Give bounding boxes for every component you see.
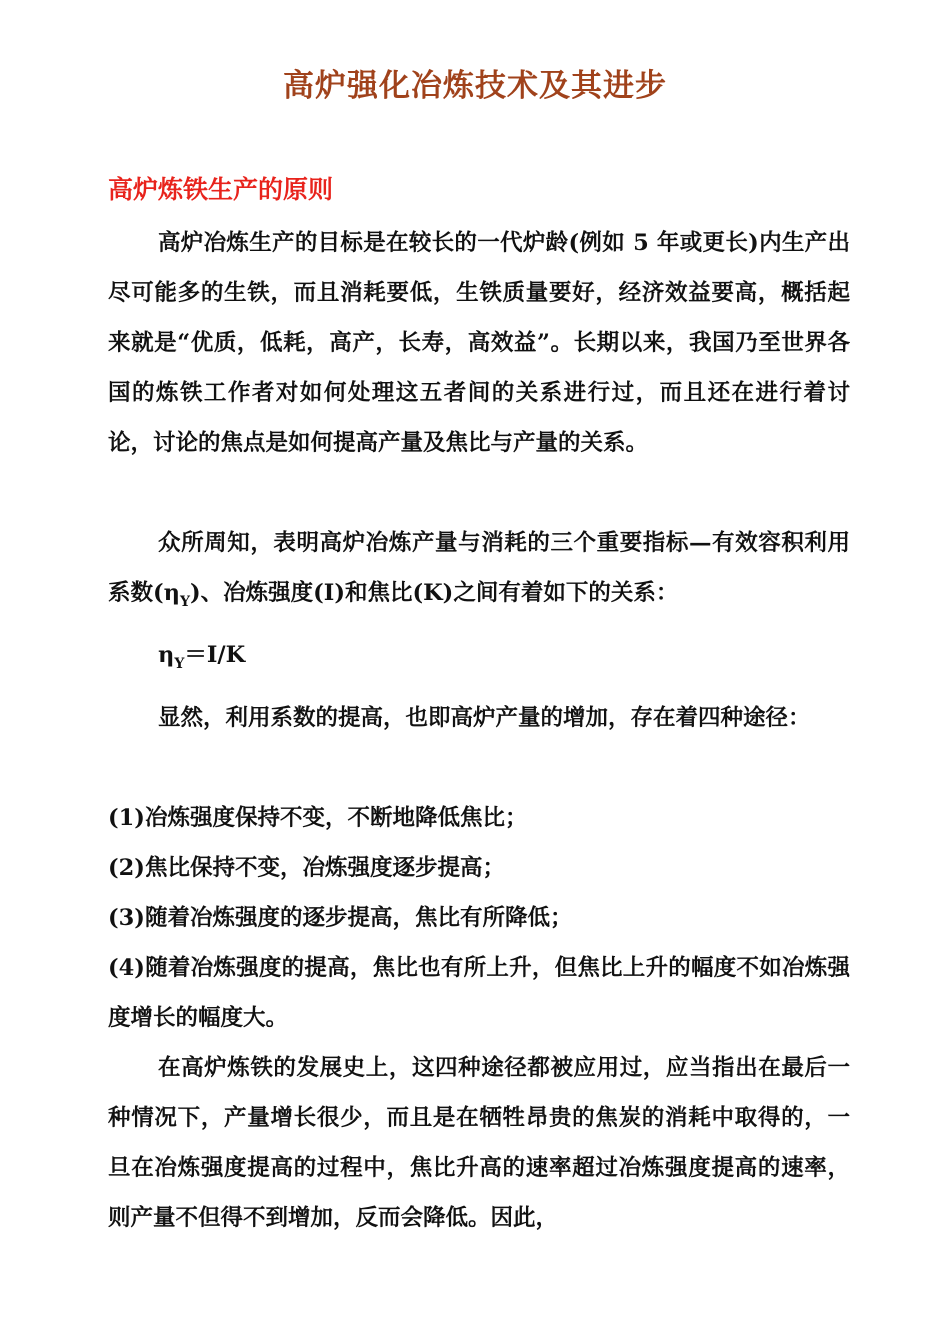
indicators-subscript: Y [180, 594, 191, 610]
formula [158, 630, 245, 689]
list-item: (1)冶炼强度保持不变，不断地降低焦比； [108, 805, 528, 831]
list-item: (3)随着冶炼强度的逐步提高，焦比有所降低； [108, 905, 573, 931]
formula-subscript: Y [174, 656, 185, 672]
paragraph-goals: 高炉冶炼生产的目标是在较长的一代炉龄(例如 5 年或更长)内生产出尽可能多的生铁，而且消耗要低，生铁质量要好，经济效益要高，概括起来就是“优质，低耗，高产，长寿，高效益”。长期以来，我国乃至世界各国的炼铁工作者对如何处理这五者间的关系进行过，而且还在进行着讨论，讨论的焦点是如何提高产量及焦比与产量的关系。 [108, 230, 850, 456]
paragraph-four-ways-intro: 显然，利用系数的提高，也即高炉产量的增加，存在着四种途径： [158, 705, 811, 731]
paragraph-indicators [108, 518, 850, 627]
section-heading: 高炉炼铁生产的原则 [108, 175, 334, 204]
paragraph-history: 在高炉炼铁的发展史上，这四种途径都被应用过，应当指出在最后一种情况下，产量增长很少，而且是在牺牲昂贵的焦炭的消耗中取得的，一旦在冶炼强度提高的过程中，焦比升高的速率超过冶炼强度提高的速率，则产量不但得不到增加，反而会降低。因此， [108, 1055, 850, 1231]
list-item: (4)随着冶炼强度的提高，焦比也有所上升，但焦比上升的幅度不如冶炼强度增长的幅度大。 [108, 955, 850, 1031]
list-item: (2)焦比保持不变，冶炼强度逐步提高； [108, 855, 505, 881]
formula-rest: ＝I/K [184, 642, 246, 668]
formula-eta: η [158, 642, 175, 668]
document-title: 高炉强化冶炼技术及其进步 [283, 68, 667, 104]
indicators-text-before: 众所周知，表明高炉冶炼产量与消耗的三个重要指标—有效容积利用系数(η [108, 530, 850, 606]
indicators-text-after: )、冶炼强度(I)和焦比(K)之间有着如下的关系： [190, 580, 679, 606]
